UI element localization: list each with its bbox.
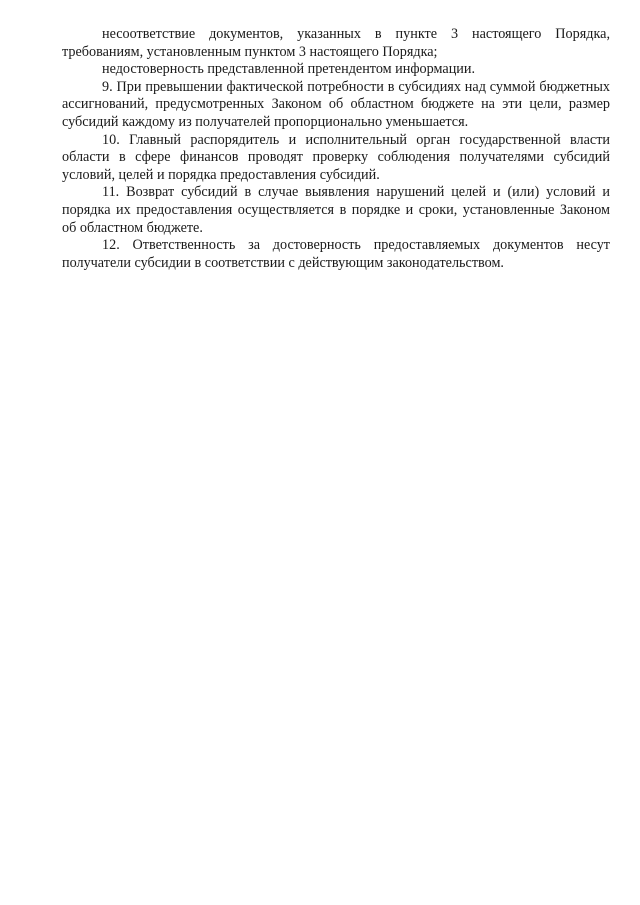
document-body: [62, 26, 610, 272]
paragraph-11-subsidy-return: 11. Возврат субсидий в случае выявления нарушений целей и (или) условий и порядка их предоставления осуществляется в порядке и сроки, установленные Законом об областном бюджете.: [62, 184, 610, 236]
paragraph-9-excess-demand: 9. При превышении фактической потребности в субсидиях над суммой бюджетных ассигнований, предусмотренных Законом об областном бюджете на эти цели, размер субсидий каждому из получателей пропорционально уменьшается.: [62, 78, 610, 130]
paragraph-document-mismatch: несоответствие документов, указанных в пункте 3 настоящего Порядка, требованиям, установленным пунктом 3 настоящего Порядка;: [62, 26, 610, 60]
paragraph-unreliable-info: недостоверность представленной претендентом информации.: [102, 61, 476, 78]
paragraph-12-responsibility: 12. Ответственность за достоверность предоставляемых документов несут получатели субсидии в соответствии с действующим законодательством.: [62, 237, 610, 271]
paragraph-10-compliance-check: 10. Главный распорядитель и исполнительный орган государственной власти области в сфере финансов проводят проверку соблюдения получателями субсидий условий, целей и порядка предоставления субсидий.: [62, 131, 610, 183]
